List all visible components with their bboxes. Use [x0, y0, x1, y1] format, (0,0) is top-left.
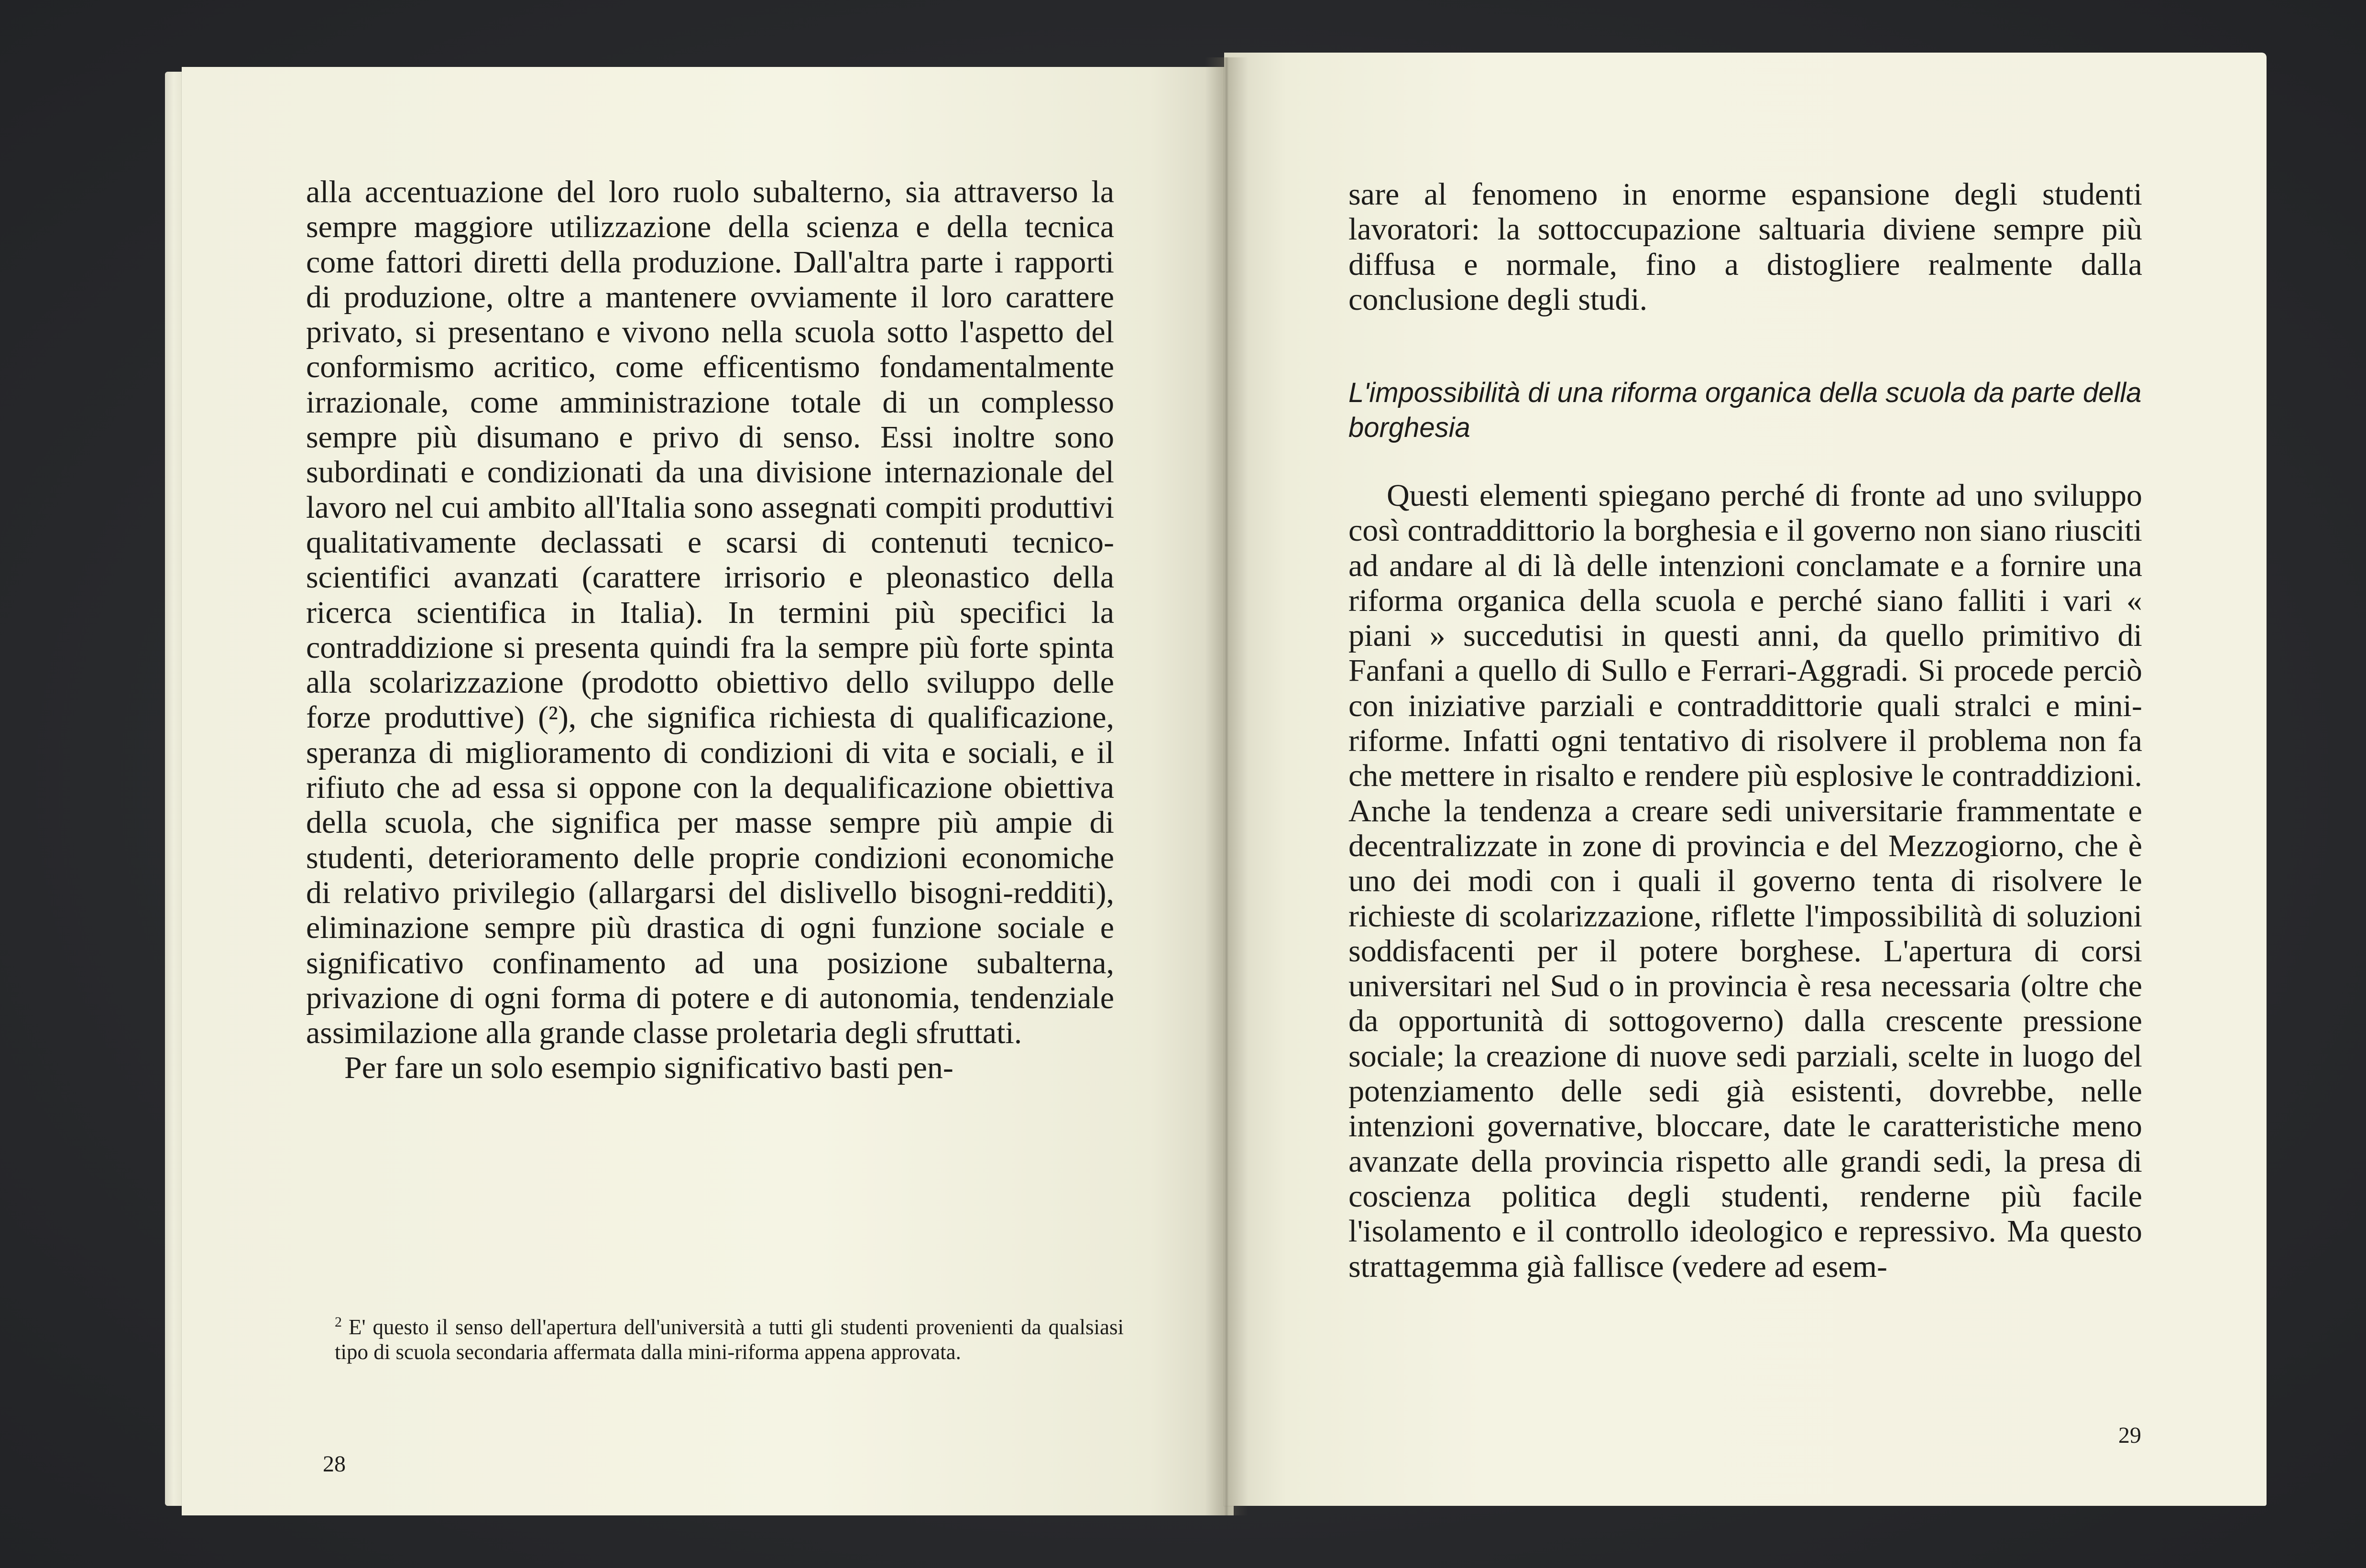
book-gutter: [1205, 57, 1248, 1515]
right-page-body: [1348, 478, 2142, 1284]
page-number-left: 28: [323, 1451, 346, 1477]
right-paragraph-main: Questi elementi spiegano perché di fronte ad uno sviluppo così contraddittorio la borghesia e il governo non siano riusciti ad andare al di là delle intenzioni conclamate e a fornire una riforma organica della scuola e perché siano falliti i vari « piani » succedutisi in questi anni, da quello primitivo di Fanfani a quello di Sullo e Ferrari-Aggradi. Si procede perciò con iniziative parziali e contraddittorie quali stralci e mini-riforme. Infatti ogni tentativo di risolvere il problema non fa che mettere in risalto e rendere più esplosive le contraddizioni. Anche la tendenza a creare sedi universitarie frammentate e decentralizzate in zone di provincia e del Mezzogiorno, che è uno dei modi con i quali il governo tenta di risolvere le richieste di scolarizzazione, riflette l'impossibilità di soluzioni soddisfacenti per il potere borghese. L'apertura di corsi universitari nel Sud o in provincia è resa necessaria (oltre che da opportunità di sottogoverno) dalla crescente pressione sociale; la creazione di nuove sedi parziali, scelte in luogo del potenziamento delle sedi già esistenti, dovrebbe, nelle intenzioni governative, bloccare, date le caratteristiche meno avanzate della provincia rispetto alle grandi sedi, la presa di coscienza politica degli studenti, renderne più facile l'isolamento e il controllo ideologico e repressivo. Ma questo strattagemma già fallisce (vedere ad esem-: [1348, 478, 2142, 1284]
right-paragraph-continued: sare al fenomeno in enorme espansione degli studenti lavoratori: la sottoccupazione saltuaria diviene sempre più diffusa e normale, fino a distogliere realmente dalla conclusione degli studi.: [1348, 177, 2142, 317]
right-top-paragraph: [1348, 177, 2142, 317]
left-page-body: [306, 174, 1114, 1086]
page-number-right: 29: [2118, 1423, 2141, 1448]
footnote-mark: 2: [335, 1314, 342, 1330]
left-paragraph-1: alla accentuazione del loro ruolo subalterno, sia attraverso la sempre maggiore utilizzazione della scienza e della tecnica come fattori diretti della produzione. Dall'altra parte i rapporti di produzione, oltre a mantenere ovviamente il loro carattere privato, si presentano e vivono nella scuola sotto l'aspetto del conformismo acritico, come efficentismo fondamentalmente irrazionale, come amministrazione totale di un complesso sempre più disumano e privo di senso. Essi inoltre sono subordinati e condizionati da una divisione internazionale del lavoro nel cui ambito all'Italia sono assegnati compiti produttivi qualitativamente declassati e scarsi di contenuti tecnico-scientifici avanzati (carattere irrisorio e pleonastico della ricerca scientifica in Italia). In termini più specifici la contraddizione si presenta quindi fra la sempre più forte spinta alla scolarizzazione (prodotto obiettivo dello sviluppo delle forze produttive) (²), che significa richiesta di qualificazione, speranza di miglioramento di condizioni di vita e sociali, e il rifiuto che ad essa si oppone con la dequalificazione obiettiva della scuola, che significa per masse sempre più ampie di studenti, deterioramento delle proprie condizioni economiche di relativo privilegio (allargarsi del dislivello bisogni-redditi), eliminazione sempre più drastica di ogni funzione sociale e significativo confinamento ad una posizione subalterna, privazione di ogni forma di potere e di autonomia, tendenziale assimilazione alla grande classe proletaria degli sfruttati.: [306, 174, 1114, 1051]
footnote-text: E' questo il senso dell'apertura dell'università a tutti gli studenti provenienti da qualsiasi tipo di scuola secondaria affermata dalla mini-riforma appena approvata.: [335, 1315, 1124, 1364]
left-paragraph-2: Per fare un solo esempio significativo basti pen-: [344, 1050, 953, 1086]
section-heading: L'impossibilità di una riforma organica della scuola da parte della borghesia: [1348, 377, 2142, 443]
footnote: [335, 1310, 1124, 1364]
